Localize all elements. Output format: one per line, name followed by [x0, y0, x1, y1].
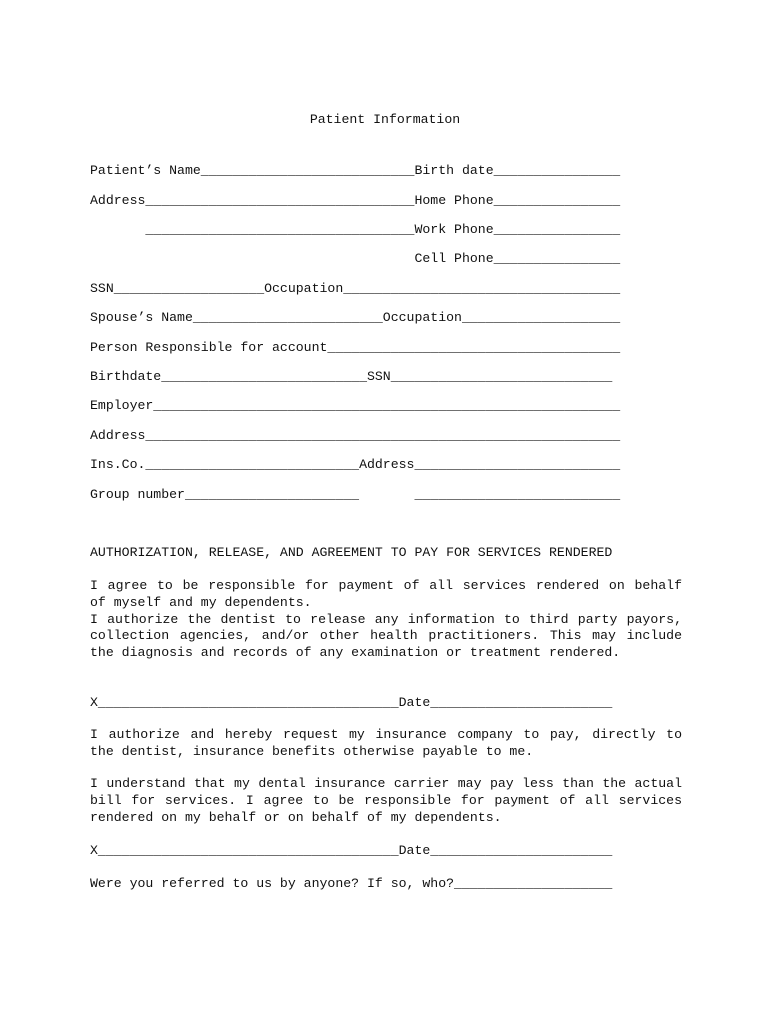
- field-birthdate-ssn[interactable]: Birthdate__________________________SSN____________________________: [90, 369, 613, 384]
- field-patient-name-birth-date[interactable]: Patient’s Name___________________________Birth date________________: [90, 163, 621, 178]
- insurance-assignment-paragraph: I authorize and hereby request my insurance company to pay, directly to the dentist, insurance benefits otherwise payable to me.: [90, 727, 682, 759]
- referral-question[interactable]: Were you referred to us by anyone? If so, who?____________________: [90, 876, 613, 891]
- agreement-paragraph: [90, 578, 682, 662]
- field-insurance-company-address[interactable]: Ins.Co.___________________________Address__________________________: [90, 457, 621, 472]
- agreement-payment-text: I agree to be responsible for payment of all services rendered on behalf of myself and my dependents.: [90, 578, 682, 610]
- field-employer[interactable]: Employer___________________________________________________________: [90, 398, 621, 413]
- field-person-responsible[interactable]: Person Responsible for account_____________________________________: [90, 340, 621, 355]
- field-spouse-name-occupation[interactable]: Spouse’s Name________________________Occupation____________________: [90, 310, 621, 325]
- field-ssn-occupation[interactable]: SSN___________________Occupation___________________________________: [90, 281, 621, 296]
- field-employer-address[interactable]: Address____________________________________________________________: [90, 428, 621, 443]
- agreement-release-text: I authorize the dentist to release any information to third party payors, collection agencies, and/or other health practitioners. This may include the diagnosis and records of any examination or treatment rendered.: [90, 611, 682, 661]
- field-group-number[interactable]: Group number______________________ __________________________: [90, 487, 621, 502]
- field-address-home-phone[interactable]: Address__________________________________Home Phone________________: [90, 193, 621, 208]
- insurance-understanding-paragraph: I understand that my dental insurance carrier may pay less than the actual bill for services. I agree to be responsible for payment of all services rendered on my behalf or on behalf of my dependents.: [90, 776, 682, 825]
- page-title: Patient Information: [309, 112, 461, 127]
- signature-date-line-1[interactable]: X______________________________________Date_______________________: [90, 695, 613, 710]
- field-address-line2-work-phone[interactable]: __________________________________Work Phone________________: [90, 222, 621, 237]
- signature-date-line-2[interactable]: X______________________________________Date_______________________: [90, 843, 613, 858]
- authorization-heading: AUTHORIZATION, RELEASE, AND AGREEMENT TO PAY FOR SERVICES RENDERED: [90, 545, 613, 560]
- field-cell-phone[interactable]: Cell Phone________________: [90, 251, 621, 266]
